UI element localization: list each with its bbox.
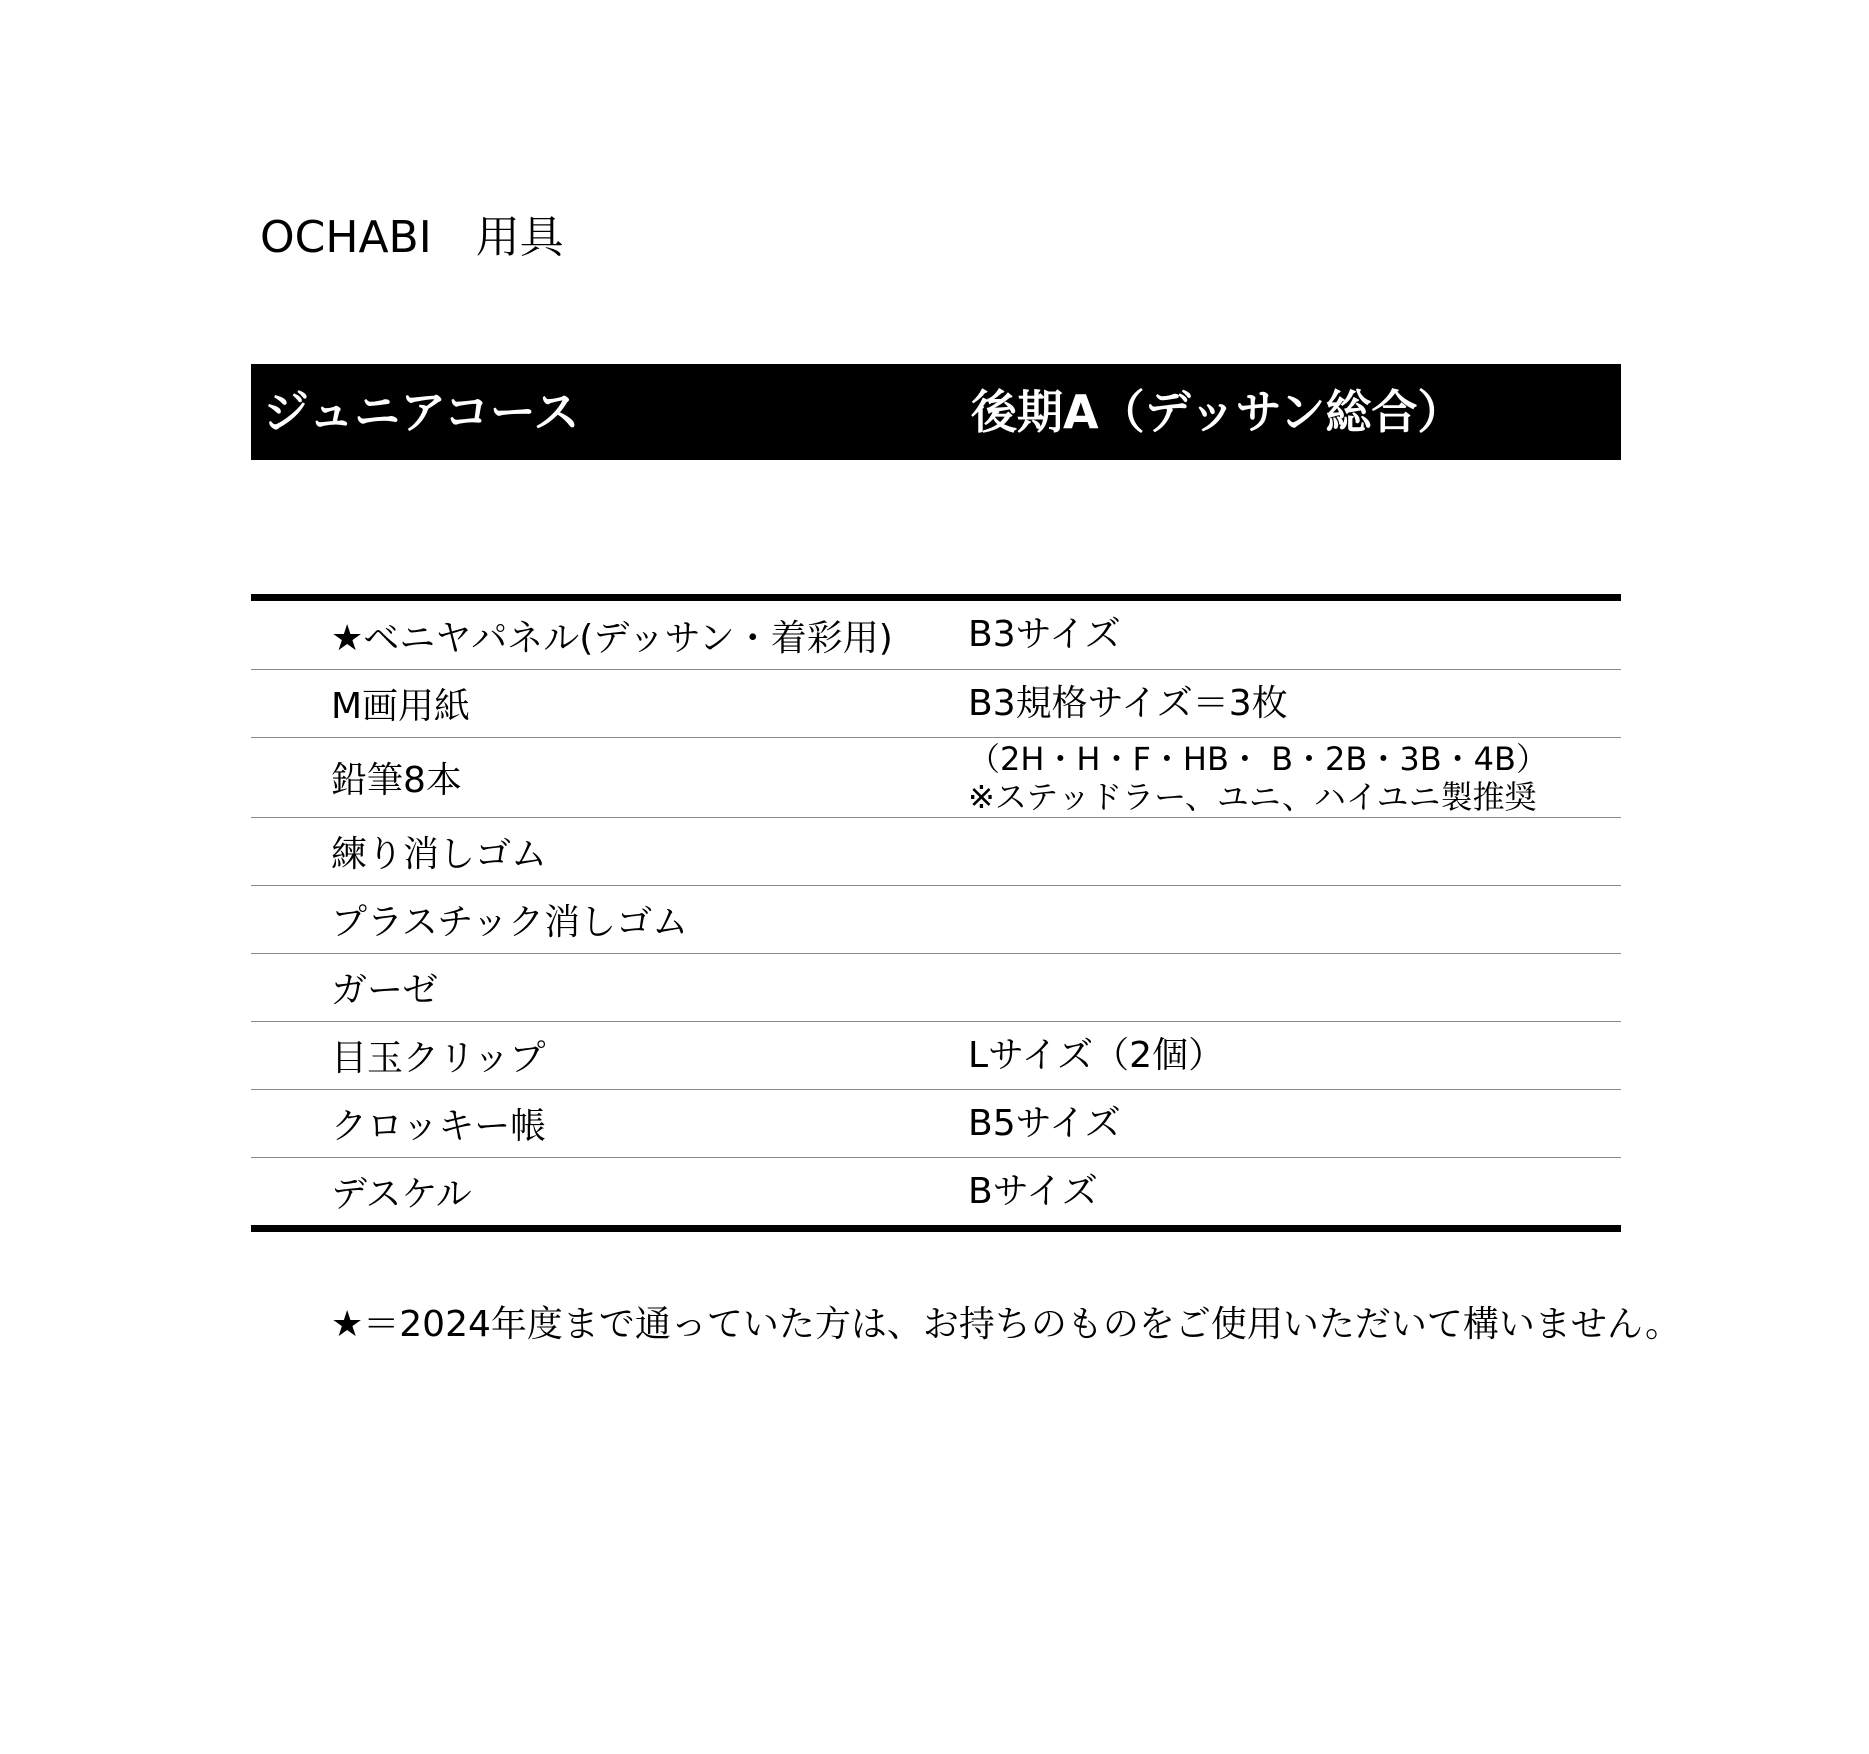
supply-item: ★ベニヤパネル(デッサン・着彩用) <box>331 617 893 659</box>
supply-row-kneaded-eraser <box>251 817 1621 885</box>
supply-row-gauze <box>251 953 1621 1021</box>
supply-spec-line: Bサイズ <box>968 1170 1098 1212</box>
document-title: OCHABI 用具 <box>260 212 564 263</box>
course-header-bar <box>251 364 1621 460</box>
supply-row-deskel <box>251 1157 1621 1225</box>
supply-spec <box>968 1158 1098 1225</box>
supply-spec <box>968 1022 1224 1089</box>
supply-item: ガーゼ <box>331 970 439 1011</box>
supply-spec <box>968 738 1548 817</box>
supply-row-plastic-eraser <box>251 885 1621 953</box>
supply-spec <box>968 601 1121 669</box>
supply-item: プラスチック消しゴム <box>331 902 689 943</box>
supply-row-paper <box>251 669 1621 737</box>
supply-spec <box>968 1090 1121 1157</box>
course-name: ジュニアコース <box>263 385 580 439</box>
supplies-table <box>251 594 1621 1232</box>
supply-item: 練り消しゴム <box>331 834 548 875</box>
supply-spec-line: B3サイズ <box>968 614 1121 655</box>
supply-row-pencils <box>251 737 1621 817</box>
supply-item: クロッキー帳 <box>331 1106 547 1147</box>
supply-spec-line: B3規格サイズ＝3枚 <box>968 682 1288 724</box>
supply-item: 鉛筆8本 <box>331 760 462 801</box>
supply-spec-line: Lサイズ（2個） <box>968 1034 1225 1076</box>
term-name: 後期A（デッサン総合） <box>971 385 1464 439</box>
supply-item: 目玉クリップ <box>331 1038 546 1079</box>
supply-spec-line: ※ステッドラー、ユニ、ハイユニ製推奨 <box>968 777 1537 816</box>
supply-row-binder-clip <box>251 1021 1621 1089</box>
supply-spec-line: B5サイズ <box>968 1102 1121 1144</box>
supply-item: M画用紙 <box>331 686 471 727</box>
supply-spec <box>968 670 1288 737</box>
supply-item: デスケル <box>331 1174 472 1215</box>
supply-row-sketchbook <box>251 1089 1621 1157</box>
supply-spec-line: （2H・H・F・HB・ B・2B・3B・4B） <box>968 739 1548 778</box>
supply-row-panel <box>251 601 1621 669</box>
footnote: ★＝2024年度まで通っていた方は、お持ちのものをご使用いただいて構いません。 <box>331 1304 1682 1345</box>
